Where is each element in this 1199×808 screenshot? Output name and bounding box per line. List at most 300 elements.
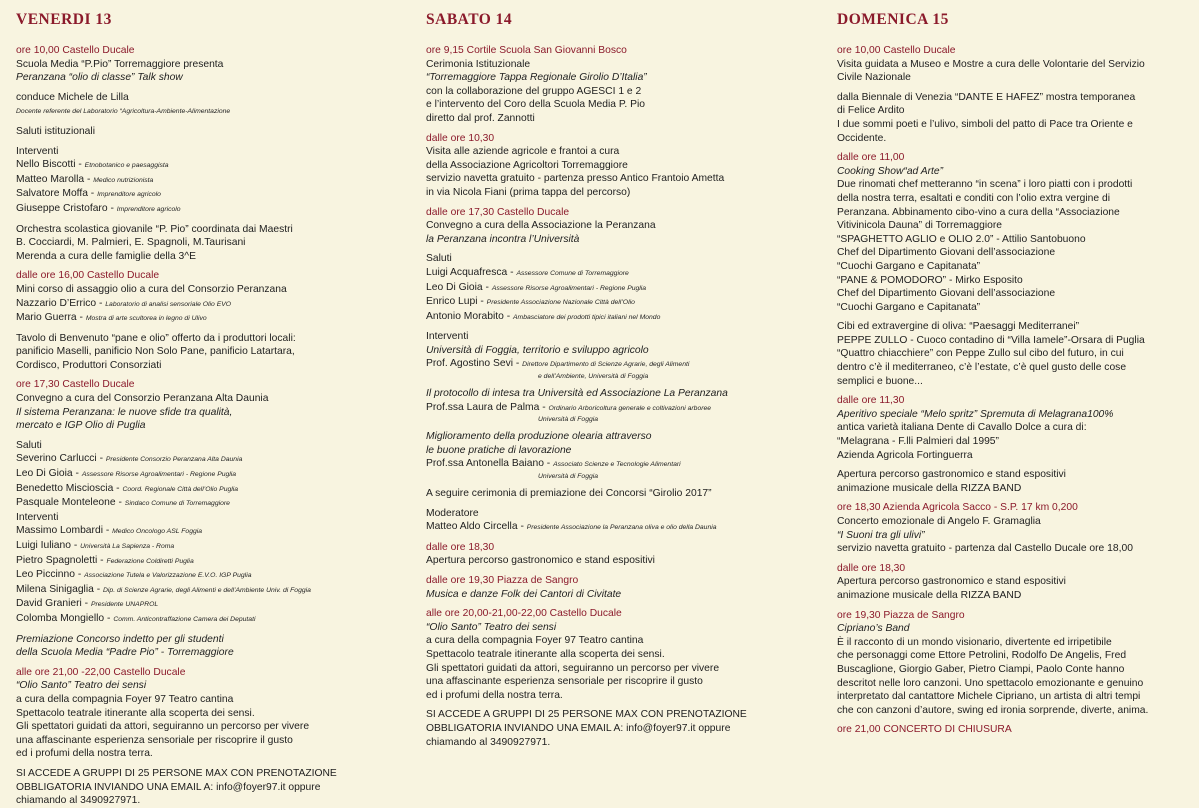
- line-text: A seguire cerimonia di premiazione dei Concorsi “Girolio 2017”: [426, 488, 712, 500]
- event-line: [837, 482, 1189, 496]
- line-text: ore 10,00 Castello Ducale: [16, 45, 135, 56]
- line-text: Pasquale Monteleone: [16, 497, 116, 509]
- line-text: ore 18,30 Azienda Agricola Sacco - S.P. 17 km 0,200: [837, 502, 1078, 514]
- line-text: Spettacolo teatrale itinerante alla scoperta dei sensi.: [16, 707, 255, 719]
- role-note: Laboratorio di analisi sensoriale Olio EVO: [105, 300, 232, 308]
- event-line: Milena Sinigaglia - Dip. di Scienze Agrarie, degli Alimenti e dell’Ambiente Univ. di Foggia: [16, 583, 311, 595]
- line-text: ore 19,30 Piazza de Sangro: [837, 609, 965, 621]
- event-line: [426, 71, 808, 85]
- event-heading: [837, 394, 1189, 408]
- line-text: Chef del Dipartimento Giovani dell’associazione: [837, 288, 1056, 300]
- event-heading: [426, 607, 808, 621]
- line-text: Leo Di Gioia: [16, 468, 73, 480]
- line-text: Peranzana. Abbinamento cibo-vino a cura della “Associazione: [837, 206, 1120, 218]
- line-text: Colomba Mongiello: [16, 612, 105, 624]
- event-line: [837, 301, 1189, 315]
- event-line: [837, 58, 1189, 72]
- line-text: Severino Carlucci: [16, 453, 97, 465]
- event-line: [426, 344, 808, 358]
- line-text: Cooking Show“ad Arte”: [837, 165, 944, 177]
- line-text: “Quattro chiacchiere” con Peppe Zullo sul cibo del futuro, in cui: [837, 348, 1124, 360]
- event-line: [16, 125, 394, 139]
- event-line: [16, 58, 394, 72]
- role-note: Imprenditore agricolo: [97, 191, 161, 199]
- day-title: VENERDI 13: [16, 11, 112, 28]
- line-text: servizio navetta gratuito - partenza presso Antico Frantoio Ametta: [426, 173, 725, 185]
- line-text: “Olio Santo” Teatro dei sensi: [16, 680, 147, 692]
- role-note: Docente referente del Laboratorio “Agricoltura-Ambiente-Alimentazione: [16, 108, 231, 116]
- line-text: Pietro Spagnoletti: [16, 554, 98, 566]
- line-text: Università di Foggia, territorio e sviluppo agricolo: [426, 344, 649, 356]
- line-text: Matteo Marolla: [16, 173, 85, 185]
- line-text: animazione musicale della RIZZA BAND: [837, 482, 1022, 494]
- event-line: [837, 347, 1189, 361]
- line-text: Mario Guerra: [16, 312, 77, 324]
- event-line: [837, 246, 1189, 260]
- event-line: David Granieri - Presidente UNAPROL: [16, 598, 159, 610]
- role-note: Etnobotanico e paesaggista: [84, 162, 169, 170]
- line-text: descritot nelle loro canzoni. Uno spettacolo emozionante e genuino: [837, 677, 1144, 689]
- line-text: Giuseppe Cristofaro: [16, 202, 108, 214]
- event-line: [426, 736, 808, 750]
- event-line: [16, 419, 394, 433]
- line-text: Luigi Acquafresca: [426, 266, 508, 278]
- event-line: [426, 430, 808, 444]
- line-text: Vitivinicola Dauna” di Torremaggiore: [837, 220, 1003, 232]
- event-line: [426, 708, 808, 722]
- event-line: [837, 178, 1189, 192]
- event-line: [837, 649, 1189, 663]
- event-line: [426, 233, 808, 247]
- line-text: Peranzana “olio di classe” Talk show: [16, 72, 183, 84]
- event-line: [16, 145, 394, 159]
- event-block: [426, 607, 808, 749]
- line-text: panificio Maselli, panificio Non Solo Pane, panificio Latartara,: [16, 346, 295, 358]
- event-line: Luigi Acquafresca - Assessore Comune di Torremaggiore: [426, 266, 629, 278]
- line-text: Cipriano’s Band: [837, 623, 910, 635]
- line-text: “Melagrana - F.lli Palmieri dal 1995”: [837, 436, 999, 448]
- line-text: la Peranzana incontra l’Università: [426, 233, 580, 245]
- line-text: SI ACCEDE A GRUPPI DI 25 PERSONE MAX CON PRENOTAZIONE: [16, 767, 337, 779]
- line-text: chiamando al 3490927971.: [426, 736, 551, 748]
- line-text: le buone pratiche di lavorazione: [426, 444, 572, 456]
- event-line: [837, 449, 1189, 463]
- line-text: che personaggi come Ettore Petrolini, Rodolfo De Angelis, Fred: [837, 650, 1127, 662]
- event-line: [426, 98, 808, 112]
- line-text: diretto dal prof. Zannotti: [426, 112, 535, 124]
- line-text: Civile Nazionale: [837, 72, 911, 84]
- event-line: [426, 554, 808, 568]
- day-title: DOMENICA 15: [837, 11, 949, 28]
- line-text: B. Cocciardi, M. Palmieri, E. Spagnoli, M.Taurisani: [16, 237, 246, 249]
- role-note: Ambasciatore dei prodotti tipici italiani nel Mondo: [513, 313, 661, 321]
- role-note: Direttore Dipartimento di Scienze Agrarie, degli Alimenti: [522, 361, 690, 369]
- event-line: Enrico Lupi - Presidente Associazione Nazionale Città dell’Olio: [426, 296, 635, 308]
- role-note: Presidente Associazione Nazionale Città dell’Olio: [486, 299, 635, 307]
- line-text: Buscaglione, Giorgio Gaber, Pietro Ciampi, Paolo Conte hanno: [837, 663, 1125, 675]
- event-heading: [426, 541, 808, 555]
- role-note: Università La Sapienza - Roma: [80, 543, 175, 550]
- event-block: [837, 151, 1189, 388]
- line-text: I due sommi poeti e l’ulivo, simboli del patto di Pace tra Oriente e: [837, 118, 1133, 130]
- line-text: dalle ore 18,30: [837, 562, 906, 574]
- event-line: Mario Guerra - Mostra di arte scultorea in legno di Ulivo: [16, 312, 207, 324]
- line-text: Due rinomati chef metteranno “in scena” i loro piatti con i prodotti: [837, 179, 1133, 191]
- line-text: della Scuola Media “Padre Pio” - Torremaggiore: [16, 647, 234, 659]
- event-line: [426, 159, 808, 173]
- line-text: Milena Sinigaglia: [16, 583, 94, 595]
- role-note: Medico Oncologo ASL Foggia: [112, 528, 203, 536]
- event-line: Colomba Mongiello - Comm. Anticontraffazione Camera dei Deputati: [16, 612, 256, 624]
- event-line: [837, 468, 1189, 482]
- event-block: [16, 269, 394, 372]
- line-text: Apertura percorso gastronomico e stand espositivi: [837, 576, 1066, 588]
- line-text: OBBLIGATORIA INVIANDO UNA EMAIL A: info@foyer97.it oppure: [16, 781, 321, 793]
- line-text: “Cuochi Gargano e Capitanata”: [837, 301, 981, 313]
- line-text: Matteo Aldo Circella: [426, 521, 518, 533]
- event-line: [837, 704, 1189, 718]
- line-text: con la collaborazione del gruppo AGESCI 1 e 2: [426, 85, 642, 97]
- line-text: Il protocollo di intesa tra Università ed Associazione La Peranzana: [426, 388, 728, 400]
- event-line: Leo Di Gioia - Assessore Risorse Agroalimentari - Regione Puglia: [16, 468, 237, 480]
- event-line: [16, 283, 394, 297]
- event-block: [837, 44, 1189, 145]
- role-note: Medico nutrizionista: [93, 176, 154, 184]
- event-line: [837, 589, 1189, 603]
- event-line: [16, 223, 394, 237]
- event-line: [16, 679, 394, 693]
- role-note: Presidente Consorzio Peranzana Alta Daunia: [105, 456, 243, 464]
- role-note: Sindaco Comune di Torremaggiore: [124, 500, 230, 508]
- event-line: [426, 387, 808, 401]
- event-line: [426, 444, 808, 458]
- line-text: Saluti: [426, 253, 452, 265]
- event-heading: [16, 269, 394, 283]
- line-text: conduce Michele de Lilla: [16, 91, 129, 103]
- event-line: [837, 206, 1189, 220]
- event-line: [837, 219, 1189, 233]
- event-line: [426, 186, 808, 200]
- event-block: [837, 501, 1189, 555]
- line-text: SI ACCEDE A GRUPPI DI 25 PERSONE MAX CON PRENOTAZIONE: [426, 709, 747, 721]
- role-note: Comm. Anticontraffazione Camera dei Deputati: [113, 615, 256, 623]
- event-heading: [837, 562, 1189, 576]
- event-heading: [16, 666, 394, 680]
- event-heading: [837, 44, 1189, 58]
- line-text: È il racconto di un mondo visionario, divertente ed irripetibile: [837, 636, 1112, 648]
- line-text: ore 10,00 Castello Ducale: [837, 45, 956, 56]
- line-text: Gli spettatori guidati da attori, seguiranno un percorso per vivere: [426, 662, 720, 674]
- line-text: dalle ore 11,30: [837, 395, 905, 407]
- event-line: [16, 332, 394, 346]
- event-line: [837, 320, 1189, 334]
- event-line: [16, 406, 394, 420]
- role-note: Federazione Coldiretti Puglia: [106, 557, 194, 565]
- event-line: [16, 767, 394, 781]
- line-text: dentro c’è il mediterraneo, c’è l’estate, c’è quel gusto delle cose: [837, 362, 1127, 374]
- line-text: Apertura percorso gastronomico e stand espositivi: [837, 469, 1066, 481]
- event-line: Giuseppe Cristofaro - Imprenditore agricolo: [16, 202, 181, 214]
- role-note: Assessore Risorse Agroalimentari - Regione Puglia: [81, 471, 237, 479]
- event-line: [837, 663, 1189, 677]
- event-line: [837, 233, 1189, 247]
- day-column-venerdi: [16, 0, 394, 807]
- line-text: Prof. Agostino Sevi: [426, 358, 514, 370]
- line-text: ed i profumi della nostra terra.: [16, 748, 153, 760]
- event-block: [426, 574, 808, 601]
- line-text: PEPPE ZULLO - Cuoco contadino di “Villa Iamele”-Orsara di Puglia: [837, 334, 1145, 346]
- day-column-sabato: [426, 0, 808, 800]
- line-text: alle ore 20,00-21,00-22,00 Castello Ducale: [426, 608, 622, 620]
- event-line: [16, 720, 394, 734]
- line-text: Scuola Media “P.Pio” Torremaggiore presenta: [16, 58, 224, 70]
- event-line: [426, 648, 808, 662]
- event-heading: [16, 44, 394, 58]
- line-text: Salvatore Moffa: [16, 188, 88, 200]
- event-line: [426, 722, 808, 736]
- event-line: [426, 330, 808, 344]
- event-line: Leo Di Gioia - Assessore Risorse Agroalimentari - Regione Puglia: [426, 281, 647, 293]
- event-line: [426, 172, 808, 186]
- line-text: Occidente.: [837, 132, 887, 144]
- event-block: [426, 541, 808, 568]
- role-note: Imprenditore agricolo: [116, 205, 181, 213]
- line-text: “PANE & POMODORO” - Mirko Esposito: [837, 274, 1023, 286]
- role-note: Mostra di arte scultorea in legno di Ulivo: [85, 315, 207, 323]
- role-note: Assessore Risorse Agroalimentari - Regione Puglia: [491, 284, 647, 292]
- line-text: dalle ore 11,00: [837, 152, 905, 164]
- event-line: [837, 677, 1189, 691]
- line-text: Enrico Lupi: [426, 296, 478, 308]
- role-note: Associazione Tutela e Valorizzazione E.V.O. IGP Puglia: [84, 572, 252, 580]
- line-text: Miglioramento della produzione olearia attraverso: [426, 431, 652, 443]
- line-text: di Felice Ardito: [837, 105, 905, 117]
- line-text: dalle ore 18,30: [426, 541, 495, 553]
- line-text: Interventi: [16, 511, 59, 523]
- line-text: OBBLIGATORIA INVIANDO UNA EMAIL A: info@foyer97.it oppure: [426, 722, 731, 734]
- line-text: Premiazione Concorso indetto per gli studenti: [16, 633, 224, 645]
- event-line: [837, 104, 1189, 118]
- line-text: Cibi ed extravergine di oliva: “Paesaggi Mediterranei”: [837, 321, 1080, 333]
- event-line: [837, 71, 1189, 85]
- event-line: [837, 334, 1189, 348]
- event-line: Matteo Aldo Circella - Presidente Associazione la Peranzana oliva e olio della Daunia: [426, 521, 717, 533]
- line-text: Cerimonia Istituzionale: [426, 58, 531, 70]
- line-text: Tavolo di Benvenuto “pane e olio” offerto da i produttori locali:: [16, 332, 296, 344]
- event-line: [426, 662, 808, 676]
- role-note: Associato Scienze e Tecnologie Alimentari: [553, 461, 681, 469]
- line-text: che con canzoni d’autore, swing ed ironia sorprende, diverte, anima.: [837, 704, 1149, 716]
- line-text: Cordisco, Produttori Consorziati: [16, 359, 162, 371]
- role-note: Dip. di Scienze Agrarie, degli Alimenti e dell’Ambiente Univ. di Foggia: [103, 586, 311, 594]
- event-line: [426, 219, 808, 233]
- event-line: Severino Carlucci - Presidente Consorzio Peranzana Alta Daunia: [16, 453, 243, 465]
- event-line: [426, 487, 808, 501]
- line-text: Saluti: [16, 439, 42, 451]
- event-block: [837, 609, 1189, 718]
- event-line: [837, 421, 1189, 435]
- line-text: Benedetto Miscioscia: [16, 482, 114, 494]
- event-block: [837, 723, 1189, 737]
- line-text: in via Nicola Fiani (prima tappa del percorso): [426, 186, 631, 198]
- line-text: Nazzario D’Errico: [16, 297, 97, 309]
- event-line: [16, 734, 394, 748]
- event-line: [16, 633, 394, 647]
- event-line: [837, 132, 1189, 146]
- event-line: [426, 634, 808, 648]
- event-line: [837, 274, 1189, 288]
- event-block: [426, 44, 808, 126]
- line-text: ed i profumi della nostra terra.: [426, 689, 563, 701]
- event-line: [16, 794, 394, 808]
- event-line: [16, 392, 394, 406]
- event-line: Massimo Lombardi - Medico Oncologo ASL Foggia: [16, 525, 203, 537]
- event-line: [837, 408, 1189, 422]
- role-note-continued: e dell’Ambiente, Università di Foggia: [538, 373, 649, 381]
- line-text: dalle ore 10,30: [426, 132, 495, 144]
- event-block: [426, 132, 808, 200]
- event-line: [837, 361, 1189, 375]
- event-line: [16, 707, 394, 721]
- line-text: Interventi: [426, 331, 469, 343]
- role-note: Coord. Regionale Città dell’Olio Puglia: [122, 485, 239, 493]
- event-line: [16, 439, 394, 453]
- event-line: [16, 104, 394, 119]
- event-line: [837, 192, 1189, 206]
- line-text: Gli spettatori guidati da attori, seguiranno un percorso per vivere: [16, 721, 310, 733]
- event-line: [837, 515, 1189, 529]
- line-text: della Associazione Agricoltori Torremaggiore: [426, 159, 628, 171]
- line-text: a cura della compagnia Foyer 97 Teatro cantina: [426, 635, 644, 647]
- event-block: [16, 44, 394, 263]
- role-note: Presidente UNAPROL: [90, 601, 159, 609]
- line-text: “I Suoni tra gli ulivi”: [837, 529, 925, 541]
- line-text: Visita guidata a Museo e Mostre a cura delle Volontarie del Servizio: [837, 58, 1145, 70]
- event-line: Benedetto Miscioscia - Coord. Regionale Città dell’Olio Puglia: [16, 482, 239, 494]
- event-line: [426, 58, 808, 72]
- event-line: [837, 287, 1189, 301]
- event-line: [16, 646, 394, 660]
- event-line: [837, 118, 1189, 132]
- event-heading: [837, 151, 1189, 165]
- line-text: Musica e danze Folk dei Cantori di Civitate: [426, 588, 622, 600]
- line-text: “Cuochi Gargano e Capitanata”: [837, 260, 981, 272]
- event-line: Nello Biscotti - Etnobotanico e paesaggista: [16, 159, 169, 171]
- line-text: una affascinante esperienza sensoriale per riscoprire il gusto: [426, 676, 703, 688]
- role-note-continued: Università di Foggia: [538, 473, 599, 481]
- line-text: Convegno a cura della Associazione la Peranzana: [426, 220, 656, 232]
- event-heading: [837, 501, 1189, 515]
- event-heading: [837, 723, 1189, 737]
- event-line: [837, 622, 1189, 636]
- line-text: Prof.ssa Antonella Baiano: [426, 458, 544, 470]
- event-line: [16, 71, 394, 85]
- line-text: ore 9,15 Cortile Scuola San Giovanni Bosco: [426, 45, 627, 56]
- line-text: ore 17,30 Castello Ducale: [16, 379, 135, 391]
- event-line: Pietro Spagnoletti - Federazione Coldiretti Puglia: [16, 554, 194, 566]
- line-text: Orchestra scolastica giovanile “P. Pio” coordinata dai Maestri: [16, 223, 293, 235]
- event-line: Leo Piccinno - Associazione Tutela e Valorizzazione E.V.O. IGP Puglia: [16, 569, 252, 581]
- line-text: “SPAGHETTO AGLIO e OLIO 2.0” - Attilio Santobuono: [837, 233, 1086, 245]
- event-line: [16, 693, 394, 707]
- event-line: Pasquale Monteleone - Sindaco Comune di Torremaggiore: [16, 497, 230, 509]
- event-line: [426, 675, 808, 689]
- event-heading: [426, 206, 808, 220]
- event-line: [16, 345, 394, 359]
- event-line: [426, 689, 808, 703]
- line-text: ore 21,00 CONCERTO DI CHIUSURA: [837, 724, 1012, 736]
- event-line: [837, 260, 1189, 274]
- event-block: [837, 562, 1189, 603]
- line-text: antica varietà italiana Dente di Cavallo Dolce a cura di:: [837, 422, 1087, 434]
- line-text: dalle ore 16,00 Castello Ducale: [16, 270, 160, 282]
- line-text: Luigi Iuliano: [16, 540, 71, 551]
- line-text: “Olio Santo” Teatro dei sensi: [426, 621, 557, 633]
- event-line: [16, 747, 394, 761]
- event-line: [837, 575, 1189, 589]
- line-text: Aperitivo speciale “Melo spritz” Spremuta di Melagrana100%: [837, 408, 1114, 420]
- line-text: dalle ore 17,30 Castello Ducale: [426, 206, 570, 218]
- line-text: Interventi: [16, 145, 59, 157]
- event-line: [837, 375, 1189, 389]
- line-text: dalla Biennale di Venezia “DANTE E HAFEZ” mostra temporanea: [837, 91, 1136, 103]
- line-text: Antonio Morabito: [426, 310, 504, 322]
- event-line: [16, 236, 394, 250]
- day-title: SABATO 14: [426, 11, 513, 28]
- event-line: [16, 511, 394, 525]
- line-text: Merenda a cura delle famiglie della 3^E: [16, 250, 196, 262]
- role-note-continued: Università di Foggia: [538, 416, 599, 424]
- event-block: [837, 394, 1189, 495]
- event-line: Prof.ssa Laura de Palma - Ordinario Arboricoltura generale e coltivazioni arboree: [426, 401, 712, 413]
- event-heading: [837, 609, 1189, 623]
- event-line: Prof. Agostino Sevi - Direttore Dipartimento di Scienze Agrarie, degli Alimenti: [426, 358, 690, 370]
- event-line: [426, 145, 808, 159]
- day-column-domenica: [837, 0, 1189, 800]
- event-line: [426, 507, 808, 521]
- event-line: [837, 690, 1189, 704]
- line-text: animazione musicale della RIZZA BAND: [837, 589, 1022, 601]
- event-line: [16, 359, 394, 373]
- event-line: [426, 588, 808, 602]
- event-line: [837, 529, 1189, 543]
- event-line: Matteo Marolla - Medico nutrizionista: [16, 173, 154, 185]
- event-line: Salvatore Moffa - Imprenditore agricolo: [16, 188, 161, 200]
- event-line: [426, 252, 808, 266]
- line-text: Massimo Lombardi: [16, 525, 103, 537]
- event-line: [837, 542, 1189, 556]
- event-line: [426, 112, 808, 126]
- role-note: Assessore Comune di Torremaggiore: [516, 269, 629, 277]
- event-block: [426, 206, 808, 535]
- event-line: Prof.ssa Antonella Baiano - Associato Scienze e Tecnologie Alimentari: [426, 458, 681, 470]
- event-block: [16, 666, 394, 808]
- line-text: Spettacolo teatrale itinerante alla scoperta dei sensi.: [426, 648, 665, 660]
- line-text: Nello Biscotti: [16, 159, 76, 171]
- event-block: [16, 378, 394, 659]
- line-text: interpretato dal cantattore Michele Cipriano, un artista di altri tempi: [837, 691, 1141, 703]
- event-line: [426, 621, 808, 635]
- line-text: semplici e buone...: [837, 375, 923, 387]
- line-text: Leo Piccinno: [16, 569, 75, 581]
- line-text: servizio navetta gratuito - partenza dal Castello Ducale ore 18,00: [837, 543, 1133, 555]
- event-line: Luigi Iuliano - Università La Sapienza - Roma: [16, 540, 175, 551]
- event-line: [426, 85, 808, 99]
- line-text: a cura della compagnia Foyer 97 Teatro cantina: [16, 693, 234, 705]
- line-text: una affascinante esperienza sensoriale per riscoprire il gusto: [16, 734, 293, 746]
- line-text: Convegno a cura del Consorzio Peranzana Alta Daunia: [16, 393, 269, 405]
- line-text: Concerto emozionale di Angelo F. Gramaglia: [837, 516, 1041, 527]
